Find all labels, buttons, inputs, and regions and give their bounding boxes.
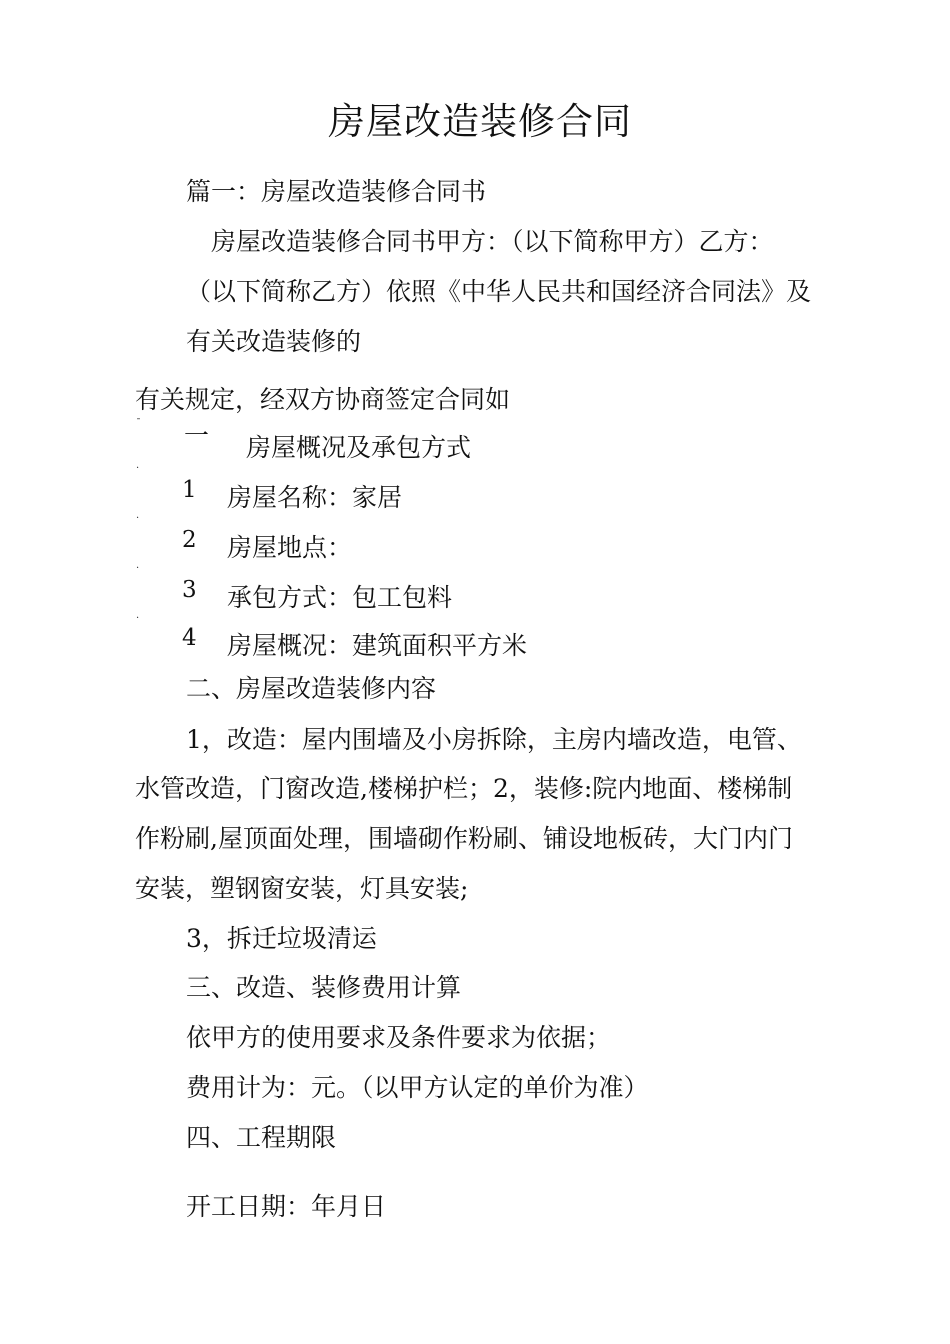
- item-text: 房屋名称：家居: [227, 483, 403, 512]
- section2-line: 1，改造：屋内围墙及小房拆除，主房内墙改造，电管、: [186, 725, 802, 754]
- margin-mark: ·: [136, 563, 140, 574]
- intro-line: 有关改造装修的: [186, 327, 362, 356]
- intro-line: （以下简称乙方）依照《中华人民共和国经济合同法》及: [186, 277, 812, 306]
- section2-line: 3，拆迁垃圾清运: [186, 924, 377, 953]
- section4-line: 开工日期：年月日: [186, 1192, 387, 1221]
- margin-mark: ¯: [136, 418, 141, 429]
- section3-line: 依甲方的使用要求及条件要求为依据；: [186, 1023, 612, 1052]
- item-number: 1: [182, 477, 197, 503]
- section1-heading: 房屋概况及承包方式: [246, 433, 472, 462]
- chapter-heading: 篇一：房屋改造装修合同书: [186, 177, 487, 206]
- intro-line: 有关规定，经双方协商签定合同如: [135, 385, 511, 414]
- section3-line: 费用计为：元。（以甲方认定的单价为准）: [186, 1073, 649, 1102]
- item-number: 3: [182, 577, 197, 603]
- item-number: 2: [182, 527, 197, 553]
- margin-mark: ·: [136, 613, 140, 624]
- item-text: 承包方式：包工包料: [227, 583, 453, 612]
- item-text: 房屋概况：建筑面积平方米: [227, 631, 528, 660]
- margin-mark: ·: [136, 463, 140, 474]
- margin-mark: ·: [136, 513, 140, 524]
- section2-line: 水管改造，门窗改造,楼梯护栏；2，装修:院内地面、楼梯制: [135, 774, 793, 803]
- section2-line: 作粉刷,屋顶面处理，围墙砌作粉刷、铺设地板砖，大门内门: [135, 824, 793, 853]
- intro-line: 房屋改造装修合同书甲方：（以下简称甲方）乙方：: [211, 227, 774, 256]
- section4-heading: 四、工程期限: [186, 1123, 337, 1152]
- document-title: 房屋改造装修合同: [328, 100, 632, 143]
- section2-heading: 二、房屋改造装修内容: [186, 674, 437, 703]
- section1-marker: 一: [184, 421, 210, 450]
- item-text: 房屋地点：: [227, 533, 353, 562]
- section2-line: 安装，塑钢窗安装，灯具安装;: [135, 874, 469, 903]
- section3-heading: 三、改造、装修费用计算: [186, 973, 462, 1002]
- item-number: 4: [182, 625, 197, 651]
